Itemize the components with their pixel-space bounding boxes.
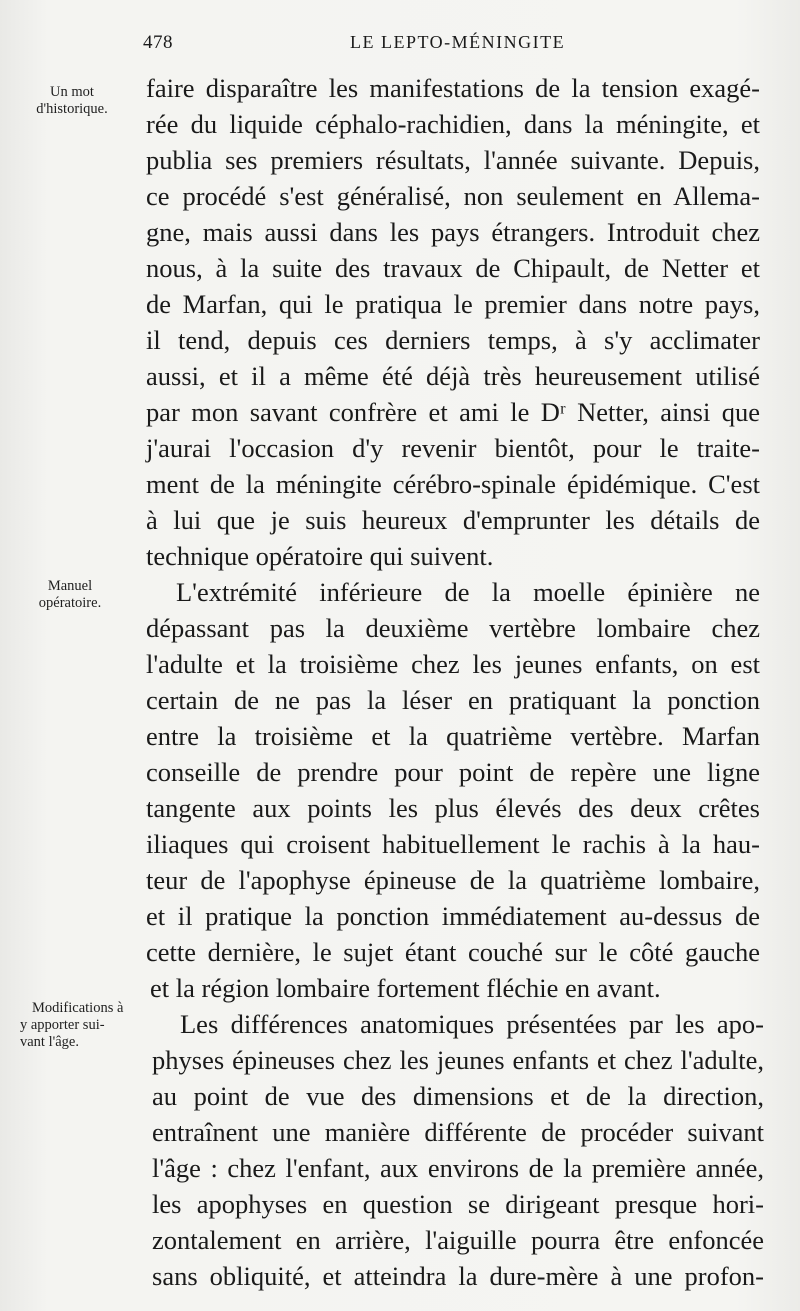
body-line: zontalement en arrière, l'aiguille pourra être enfoncée [152, 1225, 764, 1255]
margin-note-historique [12, 84, 132, 118]
body-line: faire disparaître les manifestations de la tension exagé- [146, 73, 760, 103]
margin-note-line: opératoire. [38, 595, 102, 611]
body-line: cette dernière, le sujet étant couché sur le côté gauche [146, 937, 760, 967]
running-title: LE LEPTO-MÉNINGITE [350, 32, 566, 52]
margin-note-modifications [6, 1000, 146, 1051]
body-line: entraînent une manière différente de procéder suivant [152, 1117, 764, 1147]
body-line: par mon savant confrère et ami le Dʳ Netter, ainsi que [146, 397, 760, 427]
body-line: physes épineuses chez les jeunes enfants et chez l'adulte, [152, 1045, 764, 1075]
margin-note-line: y apporter sui- [20, 1017, 105, 1033]
body-line: iliaques qui croisent habituellement le rachis à la hau- [146, 829, 760, 859]
body-line: publia ses premiers résultats, l'année suivante. Depuis, [146, 145, 760, 175]
body-line: ce procédé s'est généralisé, non seulement en Allema- [146, 181, 760, 211]
body-line: ment de la méningite cérébro-spinale épidémique. C'est [146, 469, 760, 499]
body-line: conseille de prendre pour point de repère une ligne [146, 757, 760, 787]
page-number: 478 [143, 32, 173, 53]
body-line: il tend, depuis ces derniers temps, à s'y acclimater [146, 325, 760, 355]
body-line: tangente aux points les plus élevés des deux crêtes [146, 793, 760, 823]
margin-note-line: d'historique. [36, 101, 108, 117]
body-line: rée du liquide céphalo-rachidien, dans la méningite, et [146, 109, 760, 139]
body-line: de Marfan, qui le pratiqua le premier dans notre pays, [146, 289, 760, 319]
body-line: et il pratique la ponction immédiatement au-dessus de [146, 901, 760, 931]
body-line: au point de vue des dimensions et de la direction, [152, 1081, 764, 1111]
body-line: dépassant pas la deuxième vertèbre lombaire chez [146, 613, 760, 643]
body-line: à lui que je suis heureux d'emprunter les détails de [146, 505, 760, 535]
body-line: aussi, et il a même été déjà très heureusement utilisé [146, 361, 760, 391]
body-line: teur de l'apophyse épineuse de la quatrième lombaire, [146, 865, 760, 895]
margin-note-manuel [8, 578, 132, 612]
body-line: Les différences anatomiques présentées par les apo- [180, 1009, 764, 1039]
body-line: les apophyses en question se dirigeant presque hori- [152, 1189, 764, 1219]
body-line: j'aurai l'occasion d'y revenir bientôt, pour le traite- [146, 433, 760, 463]
body-line: gne, mais aussi dans les pays étrangers. Introduit chez [146, 217, 760, 247]
body-line: L'extrémité inférieure de la moelle épinière ne [176, 577, 760, 607]
page-header [0, 30, 800, 60]
body-line: certain de ne pas la léser en pratiquant la ponction [146, 685, 760, 715]
body-line: technique opératoire qui suivent. [146, 541, 494, 571]
margin-note-line: Modifications à [32, 1000, 124, 1016]
body-line: nous, à la suite des travaux de Chipault, de Netter et [146, 253, 760, 283]
margin-note-line: Manuel [47, 578, 93, 594]
body-line: et la région lombaire fortement fléchie en avant. [150, 973, 661, 1003]
margin-note-line: Un mot [50, 84, 94, 100]
body-line: sans obliquité, et atteindra la dure-mère à une profon- [152, 1261, 764, 1291]
body-line: entre la troisième et la quatrième vertèbre. Marfan [146, 721, 760, 751]
margin-note-line: vant l'âge. [20, 1034, 79, 1050]
body-line: l'âge : chez l'enfant, aux environs de la première année, [152, 1153, 764, 1183]
body-line: l'adulte et la troisième chez les jeunes enfants, on est [146, 649, 760, 679]
